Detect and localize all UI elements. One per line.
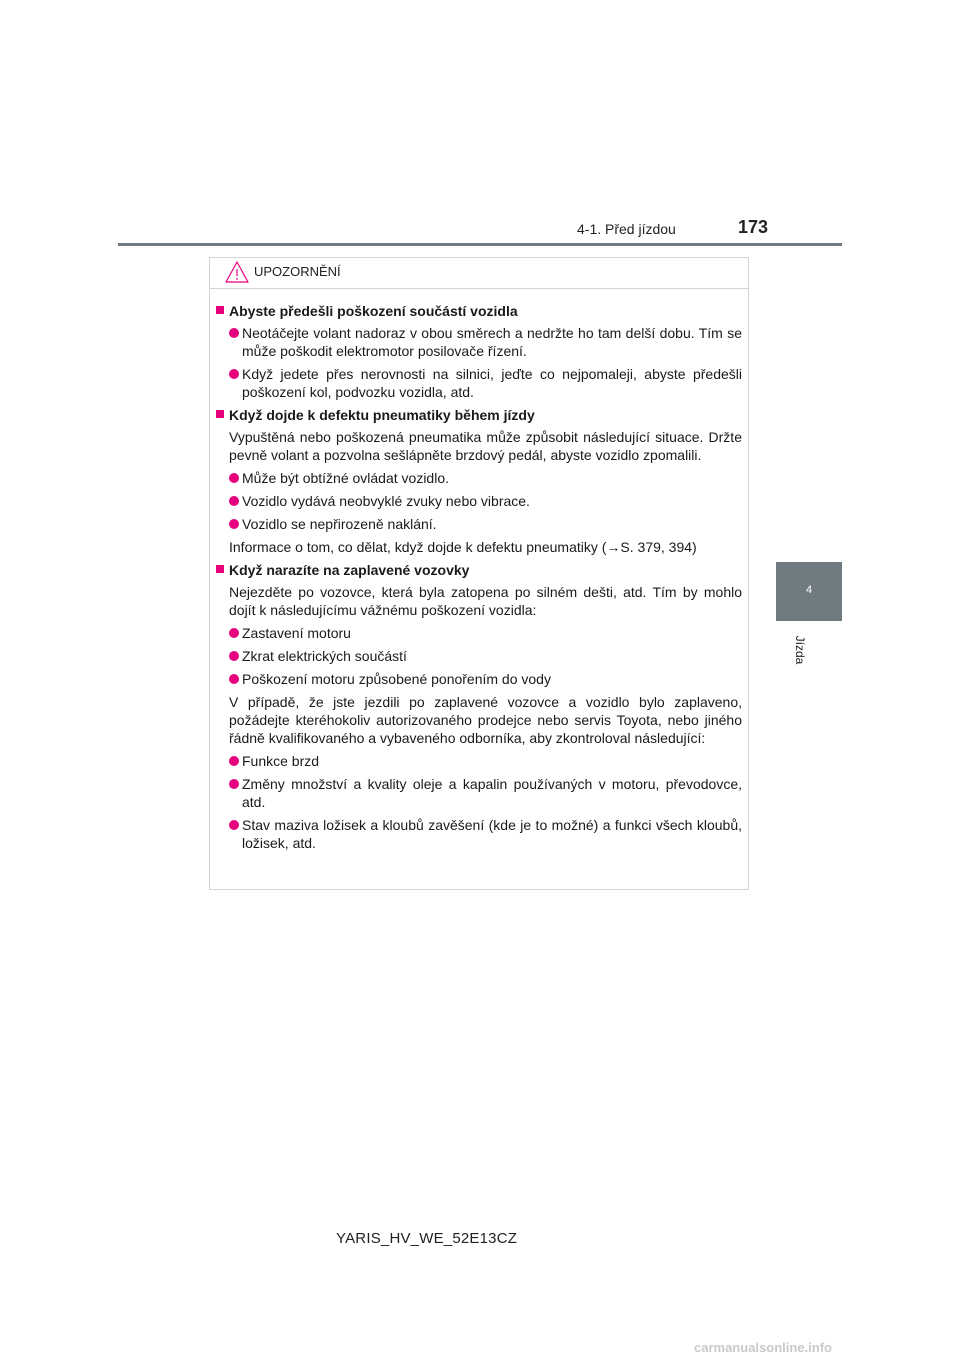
chapter-label [793,628,807,672]
list-item: Když jedete přes nerovnosti na silnici, jeďte co nejpomaleji, abyste předešli poškození kol, podvozku vozidla, atd. [216,365,742,401]
list-item: Vozidlo se nepřirozeně naklání. [216,515,742,533]
chapter-number: 4 [805,584,813,596]
header-section-title: 4-1. Před jízdou [577,221,676,237]
caution-title: UPOZORNĚNÍ [254,264,341,279]
caution-header [210,258,748,289]
list-item: Poškození motoru způsobené ponořením do vody [216,670,742,688]
circle-bullet-icon [229,756,239,766]
page-number: 173 [738,217,769,237]
list-item: Funkce brzd [216,752,742,770]
caution-box [209,257,749,890]
section-heading: Abyste předešli poškození součástí vozidla [216,302,742,320]
list-item: Vozidlo vydává neobvyklé zvuky nebo vibrace. [216,492,742,510]
circle-bullet-icon [229,628,239,638]
watermark: carmanualsonline.info [694,1340,832,1355]
circle-bullet-icon [229,674,239,684]
circle-bullet-icon [229,369,239,379]
section-tire-blowout [216,406,742,556]
list-item: Zkrat elektrických součástí [216,647,742,665]
list-item: Neotáčejte volant nadoraz v obou směrech a nedržte ho tam delší dobu. Tím se může poškodit elektromotor posilovače řízení. [216,324,742,360]
caution-body [210,289,748,852]
circle-bullet-icon [229,779,239,789]
section-outro: V případě, že jste jezdili po zaplavené vozovce a vozidlo bylo zaplaveno, požádejte kteréhokoliv autorizovaného prodejce nebo servis Toyota, nebo jiného řádně kvalifikovaného a vybaveného odborníka, aby zkontroloval následující: [229,694,742,746]
square-bullet-icon [216,306,224,314]
circle-bullet-icon [229,328,239,338]
list-item: Může být obtížné ovládat vozidlo. [216,469,742,487]
section-intro: Nejezděte po vozovce, která byla zatopena po silném dešti, atd. Tím by mohlo dojít k následujícímu vážnému poškození vozidla: [229,584,742,618]
list-item: Změny množství a kvality oleje a kapalin používaných v motoru, převodovce, atd. [216,775,742,811]
circle-bullet-icon [229,496,239,506]
circle-bullet-icon [229,820,239,830]
chapter-tab [776,562,842,621]
section-flooded-roads [216,561,742,852]
circle-bullet-icon [229,473,239,483]
list-item: Zastavení motoru [216,624,742,642]
section-component-damage [216,302,742,401]
section-heading: Když dojde k defektu pneumatiky během jízdy [216,406,742,424]
warning-triangle-icon [225,261,249,288]
list-item: Stav maziva ložisek a kloubů zavěšení (kde je to možné) a funkci všech kloubů, ložisek, atd. [216,816,742,852]
section-heading: Když narazíte na zaplavené vozovky [216,561,742,579]
section-reference: Informace o tom, co dělat, když dojde k defektu pneumatiky (→S. 379, 394) [229,539,697,555]
section-intro: Vypuštěná nebo poškozená pneumatika může způsobit následující situace. Držte pevně volant a pozvolna sešlápněte brzdový pedál, abyste vozidlo zpomalili. [229,429,742,463]
document-code: YARIS_HV_WE_52E13CZ [336,1230,518,1247]
square-bullet-icon [216,565,224,573]
header-rule [118,243,842,246]
circle-bullet-icon [229,519,239,529]
chapter-label-text: Jízda [793,635,807,665]
square-bullet-icon [216,410,224,418]
circle-bullet-icon [229,651,239,661]
